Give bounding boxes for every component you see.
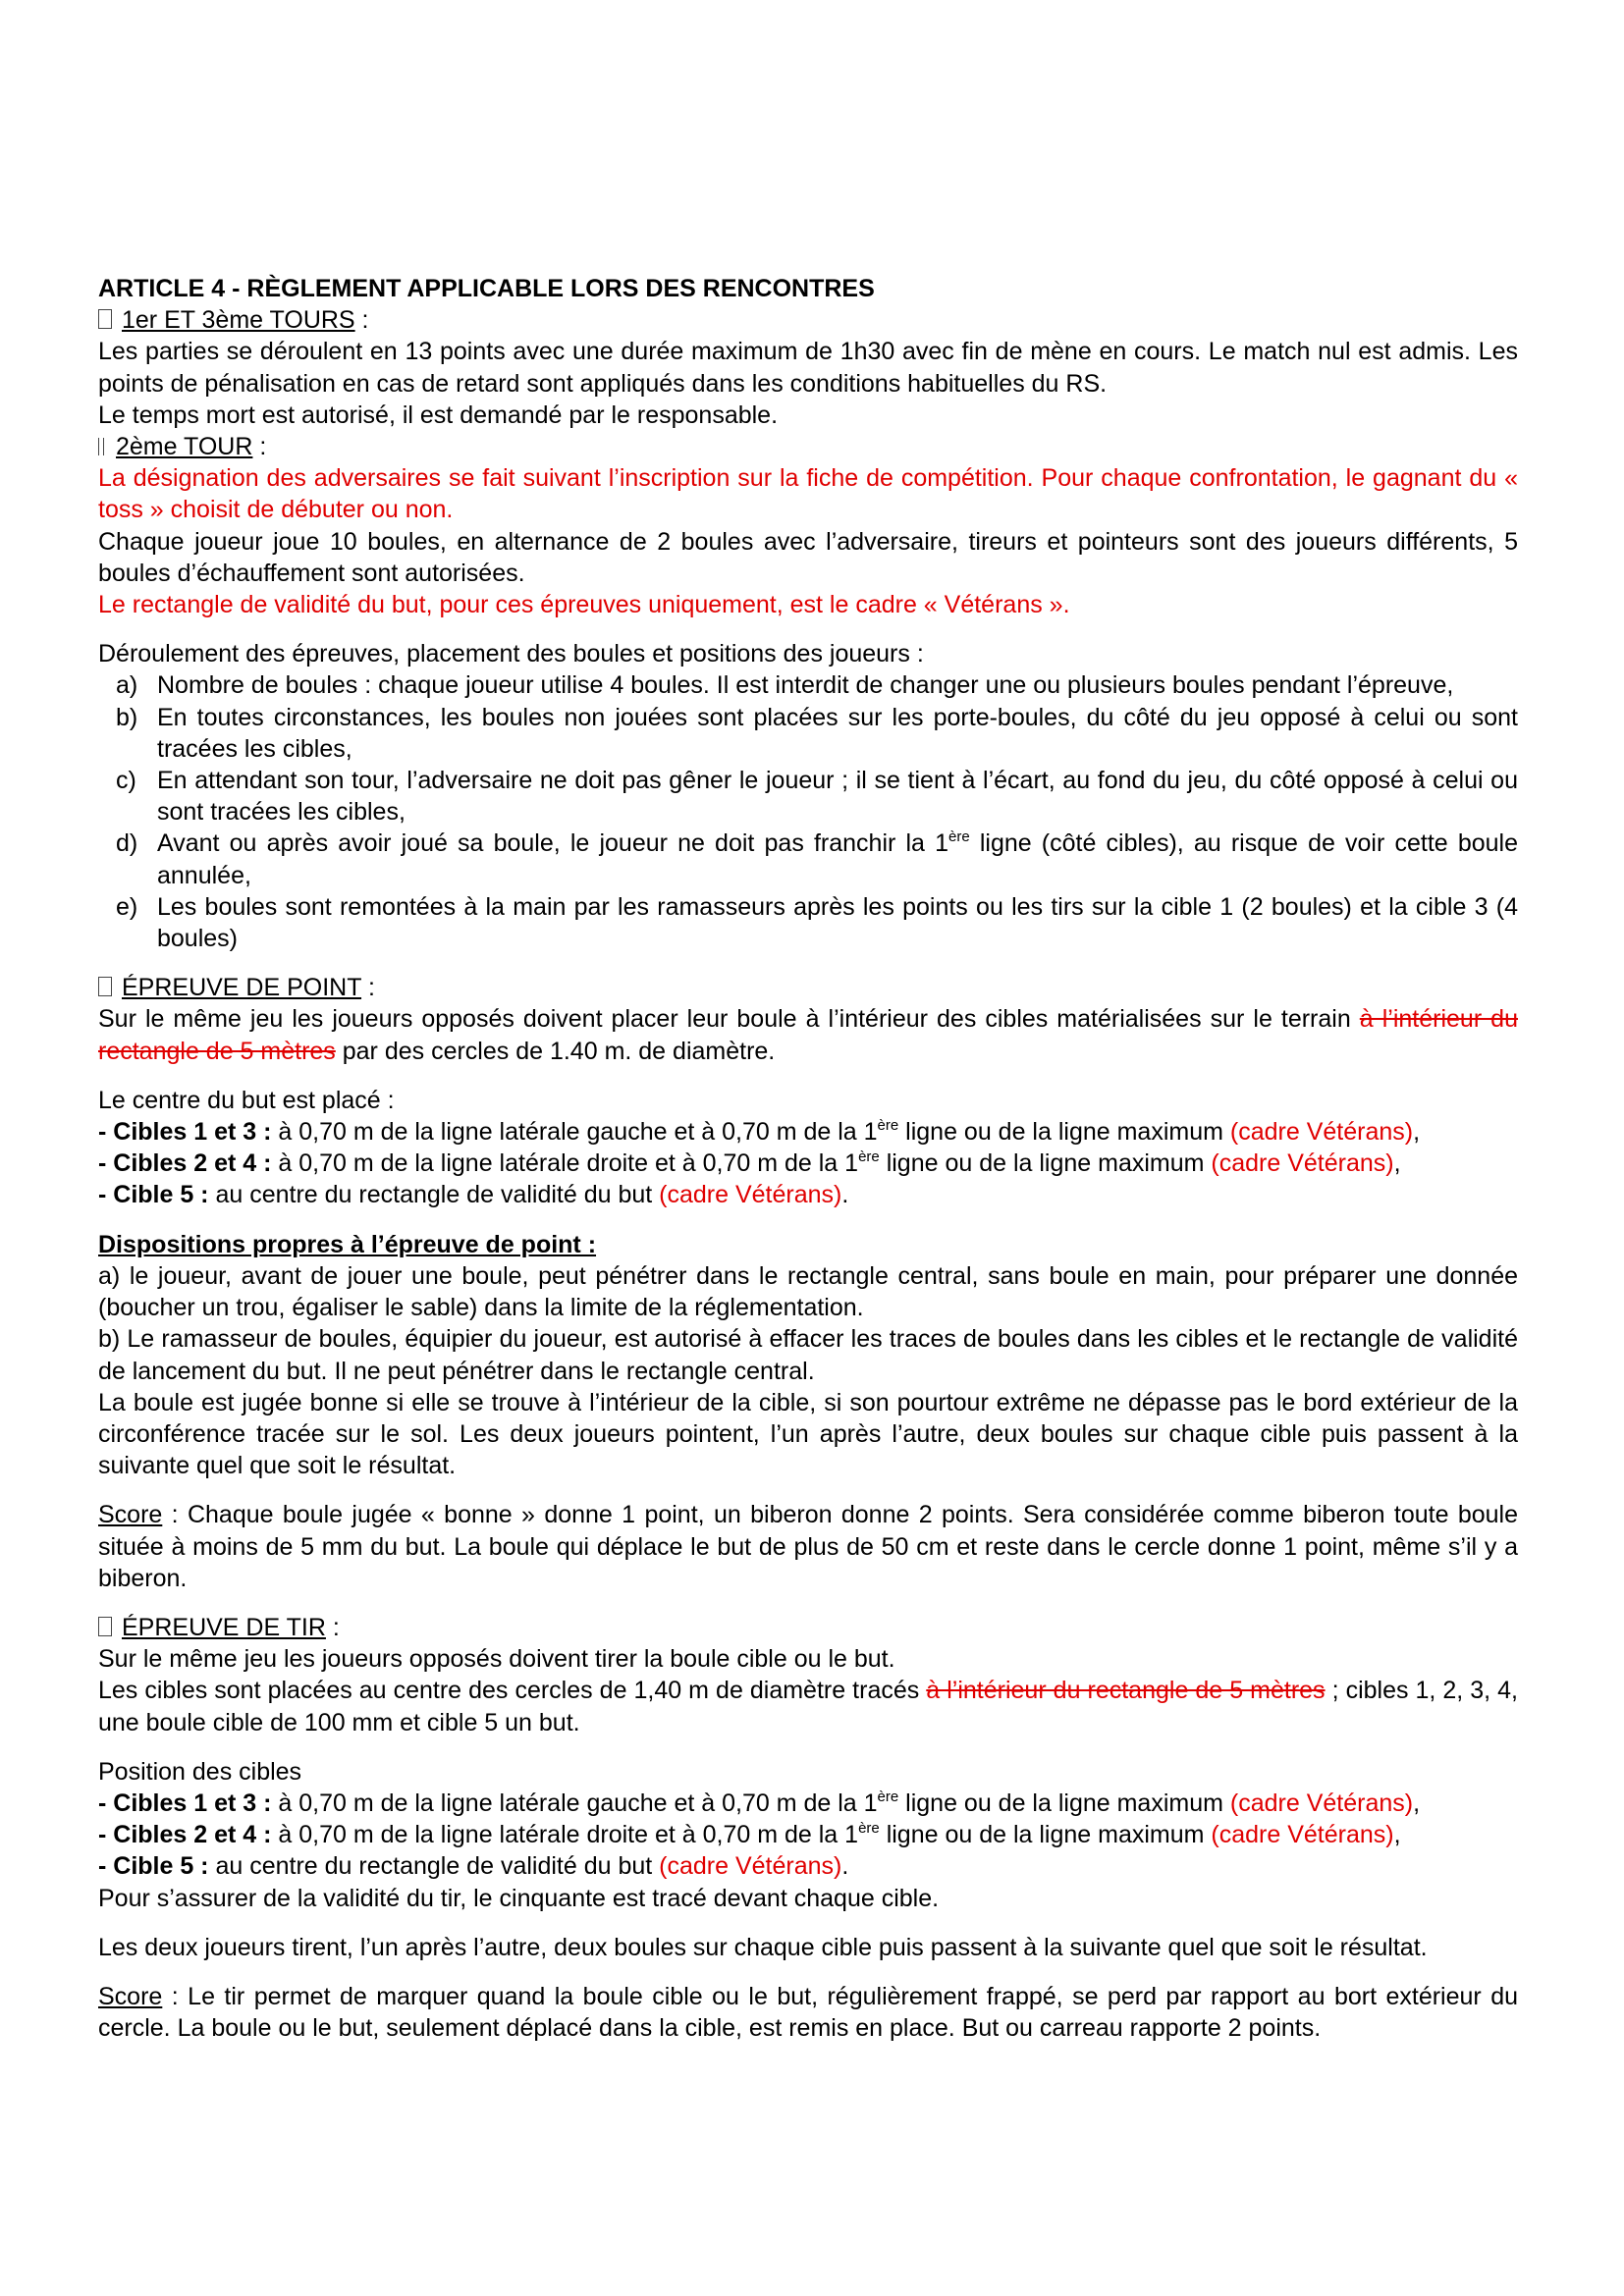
list-item: a) Nombre de boules : chaque joueur utilise 4 boules. Il est interdit de changer une ou plusieurs boules pendant l’épreuve, <box>116 671 1454 700</box>
tir-p1: Sur le même jeu les joueurs opposés doivent tirer la boule cible ou le but. <box>98 1645 895 1674</box>
tir-both-players: Les deux joueurs tirent, l’un après l’autre, deux boules sur chaque cible puis passent à la suivante quel que soit le résultat. <box>98 1933 1428 1961</box>
point-cibles-1-3: - Cibles 1 et 3 : à 0,70 m de la ligne latérale gauche et à 0,70 m de la 1ère ligne ou de la ligne maximum (cadre Vétérans), <box>98 1117 1421 1147</box>
point-cible-5: - Cible 5 : au centre du rectangle de validité du but (cadre Vétérans). <box>98 1181 849 1209</box>
point-cibles-2-4: - Cibles 2 et 4 : à 0,70 m de la ligne latérale droite et à 0,70 m de la 1ère ligne ou de la ligne maximum (cadre Vétérans), <box>98 1148 1401 1178</box>
tours-1-3-timeout: Le temps mort est autorisé, il est demandé par le responsable. <box>98 400 779 429</box>
struck-text: à l’intérieur du rectangle de 5 mètres <box>98 1005 1518 1065</box>
list-item: b) En toutes circonstances, les boules non jouées sont placées sur les porte-boules, du côté du jeu opposé à celui ou sont tracées les cibles, <box>116 703 1518 763</box>
tir-cibles-1-3: - Cibles 1 et 3 : à 0,70 m de la ligne latérale gauche et à 0,70 m de la 1ère ligne ou de la ligne maximum (cadre Vétérans), <box>98 1788 1421 1817</box>
dispositions-b: b) Le ramasseur de boules, équipier du joueur, est autorisé à effacer les traces de boules dans les cibles et le rectangle de validité de lancement du but. Il ne peut pénétrer dans le rectangle central. <box>98 1325 1518 1385</box>
section-tours-1-3-heading: 1er ET 3ème TOURS : <box>98 304 1518 336</box>
bullet-icon <box>98 438 104 455</box>
deroulement-list <box>98 669 1518 954</box>
tir-score: Score : Le tir permet de marquer quand la boule cible ou le but, régulièrement frappé, se perd par rapport au bort extérieur du cercle. La boule ou le but, seulement déplacé dans la cible, est remis en place. But ou carreau rapporte 2 points. <box>98 1982 1518 2043</box>
checkbox-bullet-icon <box>98 977 112 996</box>
point-score: Score : Chaque boule jugée « bonne » donne 1 point, un biberon donne 2 points. Sera considérée comme biberon toute boule située à moins de 5 mm du but. La boule qui déplace le but de plus de 50 cm et reste dans le cercle donne 1 point, même s’il y a biberon. <box>98 1501 1518 1592</box>
checkbox-bullet-icon <box>98 1617 112 1636</box>
list-item: d) Avant ou après avoir joué sa boule, le joueur ne doit pas franchir la 1ère ligne (côté cibles), au risque de voir cette boule annulée, <box>116 828 1518 889</box>
document-page <box>98 273 1518 2044</box>
tir-validity: Pour s’assurer de la validité du tir, le cinquante est tracé devant chaque cible. <box>98 1884 940 1912</box>
article-title: ARTICLE 4 - RÈGLEMENT APPLICABLE LORS DES RENCONTRES <box>98 275 875 302</box>
struck-text: à l’intérieur du rectangle de 5 mètres <box>926 1677 1326 1705</box>
tir-cibles-2-4: - Cibles 2 et 4 : à 0,70 m de la ligne latérale droite et à 0,70 m de la 1ère ligne ou de la ligne maximum (cadre Vétérans), <box>98 1820 1401 1849</box>
section-epreuve-point-heading: ÉPREUVE DE POINT : <box>98 972 1518 1003</box>
list-item: e) Les boules sont remontées à la main par les ramasseurs après les points ou les tirs sur la cible 1 (2 boules) et la cible 3 (4 boules) <box>116 892 1518 953</box>
tour-2-rectangle: Le rectangle de validité du but, pour ces épreuves uniquement, est le cadre « Vétérans ». <box>98 591 1070 619</box>
tours-1-3-paragraph: Les parties se déroulent en 13 points avec une durée maximum de 1h30 avec fin de mène en cours. Le match nul est admis. Les points de pénalisation en cas de retard sont appliqués dans les conditions habituelles du RS. <box>98 338 1518 398</box>
dispositions-heading: Dispositions propres à l’épreuve de point : <box>98 1230 597 1258</box>
section-tour-2-heading: 2ème TOUR : <box>98 431 1518 462</box>
checkbox-bullet-icon <box>98 309 112 329</box>
dispositions-boule-bonne: La boule est jugée bonne si elle se trouve à l’intérieur de la cible, si son pourtour extrême ne dépasse pas le bord extérieur de la circonférence tracée sur le sol. Les deux joueurs pointent, l’un après l’autre, deux boules sur chaque cible puis passent à la suivante quel que soit le résultat. <box>98 1388 1518 1480</box>
deroulement-intro: Déroulement des épreuves, placement des boules et positions des joueurs : <box>98 640 924 668</box>
section-epreuve-tir-heading: ÉPREUVE DE TIR : <box>98 1612 1518 1643</box>
tir-cible-5: - Cible 5 : au centre du rectangle de validité du but (cadre Vétérans). <box>98 1852 849 1881</box>
list-item: c) En attendant son tour, l’adversaire ne doit pas gêner le joueur ; il se tient à l’écart, au fond du jeu, du côté opposé à celui ou sont tracées les cibles, <box>116 767 1518 827</box>
tir-position-intro: Position des cibles <box>98 1757 302 1786</box>
tour-2-designation: La désignation des adversaires se fait suivant l’inscription sur la fiche de compétition. Pour chaque confrontation, le gagnant du « toss » choisit de débuter ou non. <box>98 464 1518 524</box>
point-paragraph: Sur le même jeu les joueurs opposés doivent placer leur boule à l’intérieur des cibles matérialisées sur le terrain à l’intérieur du rectangle de 5 mètres par des cercles de 1.40 m. de diamètre. <box>98 1005 1518 1065</box>
tour-2-boules: Chaque joueur joue 10 boules, en alternance de 2 boules avec l’adversaire, tireurs et pointeurs sont des joueurs différents, 5 boules d’échauffement sont autorisées. <box>98 527 1518 587</box>
point-centre-intro: Le centre du but est placé : <box>98 1086 395 1114</box>
tir-p2: Les cibles sont placées au centre des cercles de 1,40 m de diamètre tracés à l’intérieur du rectangle de 5 mètres ; cibles 1, 2, 3, 4, une boule cible de 100 mm et cible 5 un but. <box>98 1677 1518 1736</box>
dispositions-a: a) le joueur, avant de jouer une boule, peut pénétrer dans le rectangle central, sans boule en main, pour préparer une donnée (boucher un trou, égaliser le sable) dans la limite de la réglementation. <box>98 1261 1518 1322</box>
